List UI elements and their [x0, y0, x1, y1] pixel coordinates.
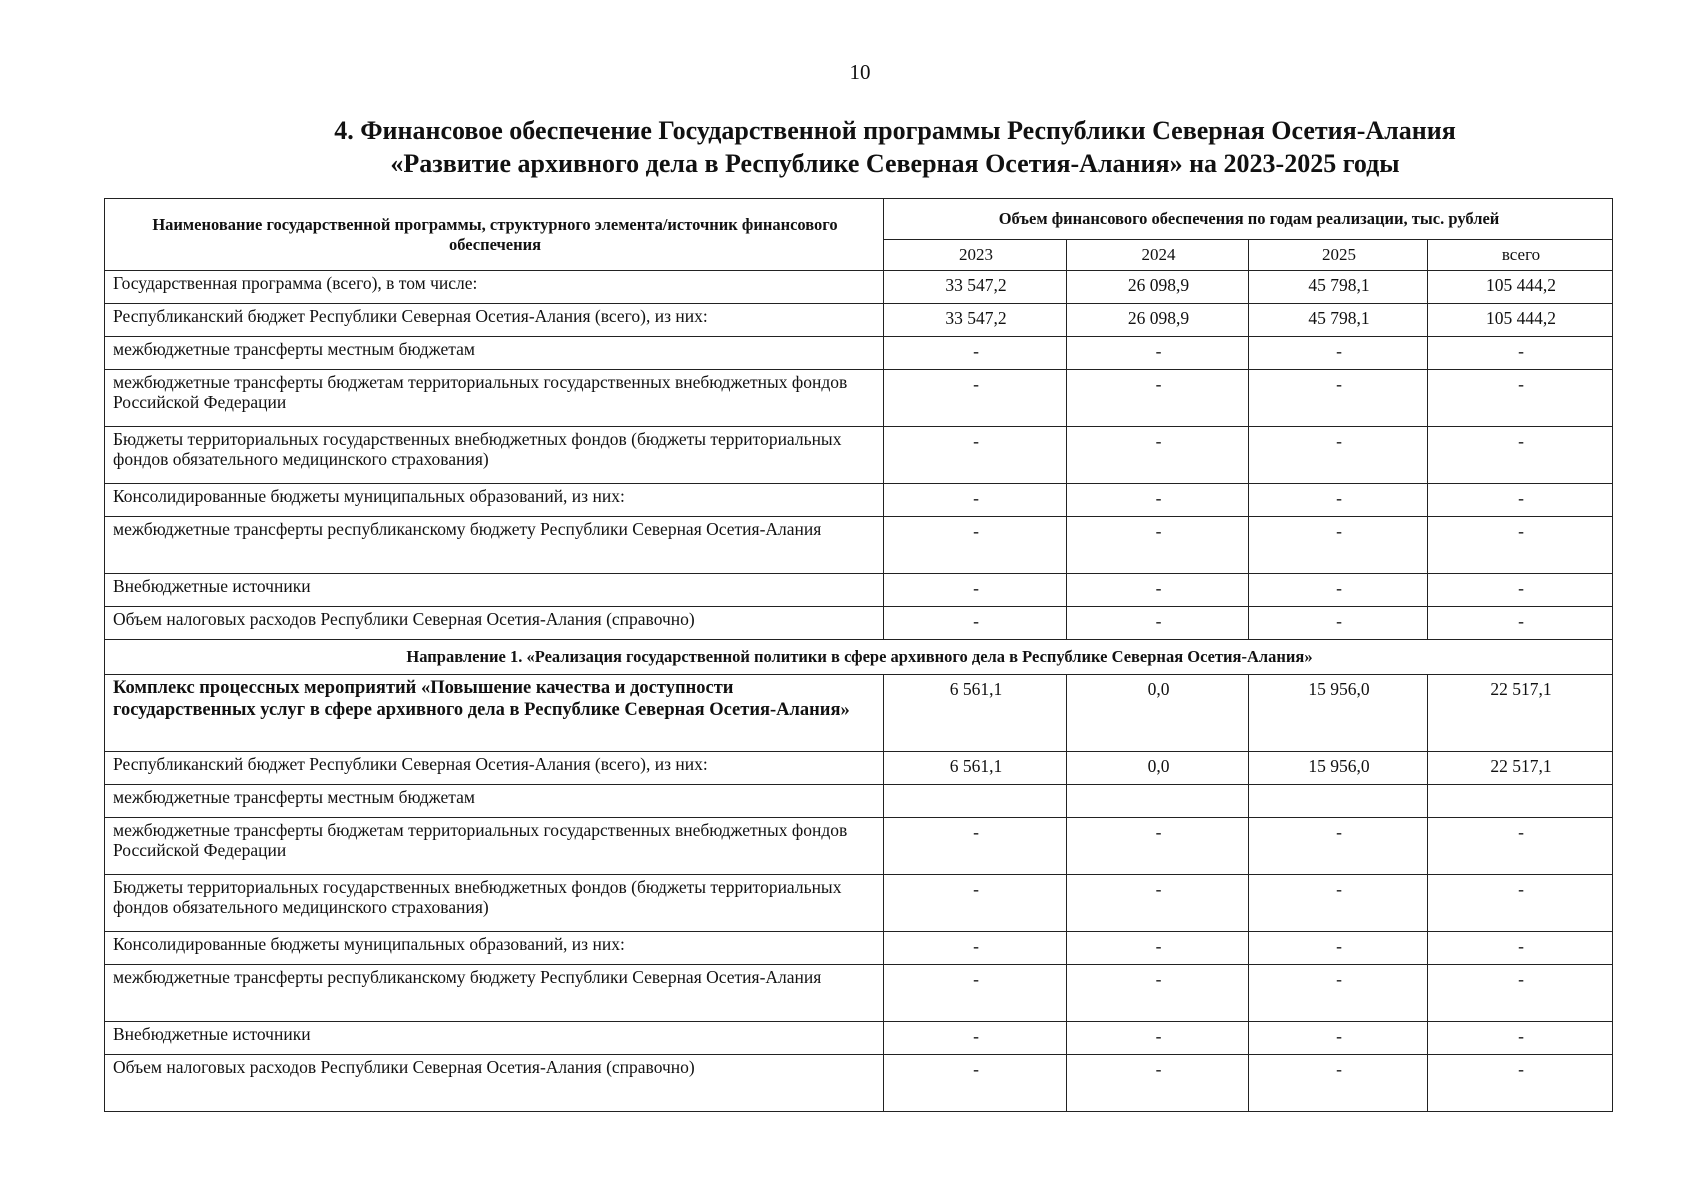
row-name: Объем налоговых расходов Республики Северная Осетия-Алания (справочно)	[105, 607, 884, 640]
row-name: Консолидированные бюджеты муниципальных образований, из них:	[105, 484, 884, 517]
table-row	[105, 818, 1613, 875]
row-value-2023: -	[884, 427, 1067, 484]
row-value-2024: -	[1067, 1055, 1249, 1112]
row-value-2023: -	[884, 818, 1067, 875]
row-value-2025: -	[1249, 427, 1428, 484]
row-value-total: -	[1428, 965, 1613, 1022]
row-value-total: -	[1428, 1022, 1613, 1055]
row-value-2025: -	[1249, 818, 1428, 875]
row-value-2024	[1067, 785, 1249, 818]
row-value-2024: -	[1067, 517, 1249, 574]
row-value-total: -	[1428, 875, 1613, 932]
row-value-2025: -	[1249, 875, 1428, 932]
row-value-2025: -	[1249, 370, 1428, 427]
row-name: межбюджетные трансферты бюджетам территориальных государственных внебюджетных фондов Российской Федерации	[105, 370, 884, 427]
row-name: Республиканский бюджет Республики Северная Осетия-Алания (всего), из них:	[105, 752, 884, 785]
page-number: 10	[849, 60, 871, 84]
row-value-total: 105 444,2	[1428, 304, 1613, 337]
row-value-2023: -	[884, 607, 1067, 640]
complex-name: Комплекс процессных мероприятий «Повышение качества и доступности государственных услуг в сфере архивного дела в Республике Северная Осетия-Алания»	[105, 675, 884, 752]
row-value-2025: -	[1249, 932, 1428, 965]
row-name: Республиканский бюджет Республики Северная Осетия-Алания (всего), из них:	[105, 304, 884, 337]
table-row	[105, 370, 1613, 427]
row-value-2023: 6 561,1	[884, 675, 1067, 752]
row-value-2025: 45 798,1	[1249, 304, 1428, 337]
row-name: межбюджетные трансферты местным бюджетам	[105, 785, 884, 818]
row-name: Государственная программа (всего), в том числе:	[105, 271, 884, 304]
row-value-total: -	[1428, 370, 1613, 427]
row-name: межбюджетные трансферты местным бюджетам	[105, 337, 884, 370]
row-value-2025: 15 956,0	[1249, 752, 1428, 785]
row-value-2023: -	[884, 337, 1067, 370]
row-value-2025	[1249, 785, 1428, 818]
table-row	[105, 337, 1613, 370]
row-value-2025: -	[1249, 965, 1428, 1022]
table-row	[105, 1055, 1613, 1112]
row-name: межбюджетные трансферты республиканскому бюджету Республики Северная Осетия-Алания	[105, 517, 884, 574]
row-value-2023: -	[884, 965, 1067, 1022]
row-name: межбюджетные трансферты бюджетам территориальных государственных внебюджетных фондов Российской Федерации	[105, 818, 884, 875]
row-value-2023: -	[884, 932, 1067, 965]
row-value-total: -	[1428, 607, 1613, 640]
table-row	[105, 304, 1613, 337]
row-value-2025: -	[1249, 337, 1428, 370]
row-value-2024: -	[1067, 337, 1249, 370]
table-row	[105, 517, 1613, 574]
row-value-2025: -	[1249, 484, 1428, 517]
row-value-2023: -	[884, 1055, 1067, 1112]
table-row	[105, 752, 1613, 785]
row-value-total: -	[1428, 932, 1613, 965]
row-value-2023: -	[884, 574, 1067, 607]
row-value-2024: 0,0	[1067, 675, 1249, 752]
row-value-2023: -	[884, 1022, 1067, 1055]
section-title: Направление 1. «Реализация государственной политики в сфере архивного дела в Республике Северная Осетия-Алания»	[105, 640, 1613, 675]
row-value-total: -	[1428, 484, 1613, 517]
row-value-total: 22 517,1	[1428, 675, 1613, 752]
table-row	[105, 271, 1613, 304]
row-value-2023: 33 547,2	[884, 304, 1067, 337]
table-row	[105, 1022, 1613, 1055]
row-value-2024: -	[1067, 1022, 1249, 1055]
row-value-2024: -	[1067, 932, 1249, 965]
row-value-2023: -	[884, 484, 1067, 517]
row-value-2025: -	[1249, 607, 1428, 640]
row-name: межбюджетные трансферты республиканскому бюджету Республики Северная Осетия-Алания	[105, 965, 884, 1022]
row-value-total: 22 517,1	[1428, 752, 1613, 785]
table-row	[105, 574, 1613, 607]
row-value-2023: 6 561,1	[884, 752, 1067, 785]
row-value-total: -	[1428, 818, 1613, 875]
row-value-2024: 0,0	[1067, 752, 1249, 785]
row-name: Внебюджетные источники	[105, 1022, 884, 1055]
row-value-total: -	[1428, 574, 1613, 607]
row-name: Бюджеты территориальных государственных внебюджетных фондов (бюджеты территориальных фондов обязательного медицинского страхования)	[105, 875, 884, 932]
row-value-2025: 15 956,0	[1249, 675, 1428, 752]
row-value-2024: -	[1067, 965, 1249, 1022]
row-value-2025: -	[1249, 517, 1428, 574]
header-name-cell: Наименование государственной программы, структурного элемента/источник финансового обеспечения	[105, 199, 884, 271]
header-year-2025: 2025	[1249, 240, 1428, 271]
row-value-2025: -	[1249, 574, 1428, 607]
header-total: всего	[1428, 240, 1613, 271]
table-row	[105, 484, 1613, 517]
row-value-total	[1428, 785, 1613, 818]
heading-line-2: «Развитие архивного дела в Республике Северная Осетия-Алания» на 2023-2025 годы	[390, 149, 1400, 178]
row-value-2023	[884, 785, 1067, 818]
row-value-total: -	[1428, 1055, 1613, 1112]
row-value-total: -	[1428, 337, 1613, 370]
complex-row	[105, 675, 1613, 752]
row-value-2025: -	[1249, 1055, 1428, 1112]
row-value-2023: -	[884, 517, 1067, 574]
table-row	[105, 965, 1613, 1022]
row-value-2024: -	[1067, 875, 1249, 932]
row-value-total: -	[1428, 427, 1613, 484]
table-row	[105, 932, 1613, 965]
row-value-2024: -	[1067, 607, 1249, 640]
row-value-total: -	[1428, 517, 1613, 574]
row-name: Объем налоговых расходов Республики Северная Осетия-Алания (справочно)	[105, 1055, 884, 1112]
row-value-2024: 26 098,9	[1067, 304, 1249, 337]
row-value-2024: -	[1067, 370, 1249, 427]
header-year-2023: 2023	[884, 240, 1067, 271]
financing-table	[104, 198, 1613, 1112]
row-name: Внебюджетные источники	[105, 574, 884, 607]
row-value-2024: -	[1067, 427, 1249, 484]
row-value-total: 105 444,2	[1428, 271, 1613, 304]
header-volume-cell: Объем финансового обеспечения по годам реализации, тыс. рублей	[884, 199, 1613, 240]
heading-line-1: 4. Финансовое обеспечение Государственной программы Республики Северная Осетия-Алания	[334, 116, 1456, 145]
table-row	[105, 427, 1613, 484]
row-value-2024: 26 098,9	[1067, 271, 1249, 304]
row-name: Бюджеты территориальных государственных внебюджетных фондов (бюджеты территориальных фондов обязательного медицинского страхования)	[105, 427, 884, 484]
row-value-2024: -	[1067, 574, 1249, 607]
row-value-2025: 45 798,1	[1249, 271, 1428, 304]
row-name: Консолидированные бюджеты муниципальных образований, из них:	[105, 932, 884, 965]
section-row	[105, 640, 1613, 675]
section-heading	[0, 114, 1690, 180]
row-value-2023: -	[884, 370, 1067, 427]
row-value-2023: -	[884, 875, 1067, 932]
row-value-2024: -	[1067, 484, 1249, 517]
row-value-2024: -	[1067, 818, 1249, 875]
row-value-2025: -	[1249, 1022, 1428, 1055]
table-row	[105, 875, 1613, 932]
table-row	[105, 607, 1613, 640]
header-year-2024: 2024	[1067, 240, 1249, 271]
row-value-2023: 33 547,2	[884, 271, 1067, 304]
table-row	[105, 785, 1613, 818]
